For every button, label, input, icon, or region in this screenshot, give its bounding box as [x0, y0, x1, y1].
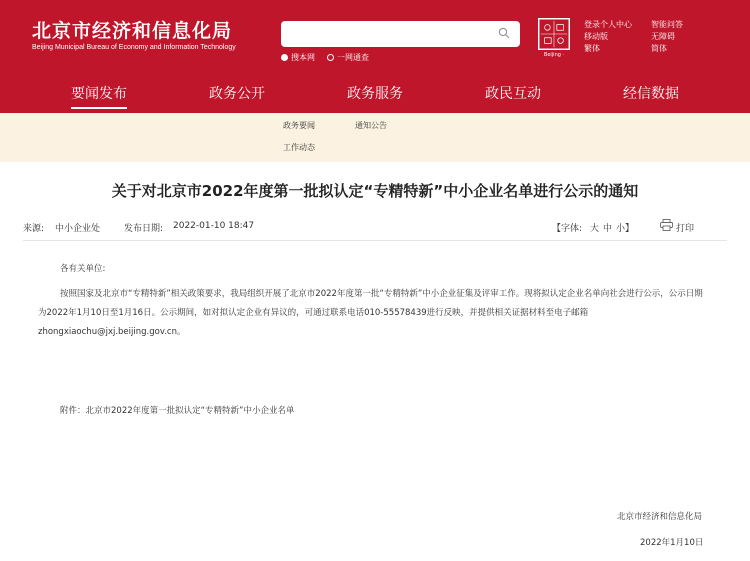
nav-item-gov-open[interactable]: 政务公开 — [209, 86, 265, 102]
date-label: 发布日期: — [124, 224, 164, 234]
subnav-item-notices[interactable]: 通知公告 — [355, 121, 387, 130]
sign-date: 2022年1月10日 — [640, 538, 704, 548]
site-header — [0, 0, 750, 75]
font-large-button[interactable]: 大 — [590, 224, 600, 234]
font-size-label: 【字体: — [552, 224, 583, 234]
emblem-caption: Beijing · — [543, 52, 565, 58]
nav-item-data[interactable]: 经信数据 — [623, 86, 679, 102]
header-tools-right — [651, 19, 683, 55]
attachment-link[interactable]: 附件：北京市2022年度第一批拟认定“专精特新”中小企业名单 — [60, 406, 295, 416]
radio-selected-icon — [281, 54, 288, 61]
main-nav — [0, 75, 750, 113]
site-title-english: Beijing Municipal Bureau of Economy and Information Technology — [32, 44, 236, 51]
search-scope — [281, 52, 369, 63]
site-title[interactable]: 北京市经济和信息化局 — [32, 20, 233, 42]
scope-all-label: 一网通查 — [337, 53, 369, 62]
search-icon[interactable] — [498, 27, 510, 39]
scope-site-radio[interactable] — [281, 52, 315, 63]
source-value: 中小企业处 — [55, 224, 101, 234]
simplified-link[interactable]: 简体 — [651, 44, 667, 53]
accessibility-link[interactable]: 无障碍 — [651, 32, 675, 41]
sub-nav — [0, 113, 750, 162]
login-link[interactable]: 登录个人中心 — [584, 20, 632, 29]
radio-unselected-icon — [327, 54, 334, 61]
font-medium-button[interactable]: 中 — [603, 224, 613, 234]
salutation: 各有关单位: — [60, 264, 106, 274]
traditional-link[interactable]: 繁体 — [584, 44, 600, 53]
subnav-item-work-news[interactable]: 工作动态 — [283, 143, 315, 152]
nav-item-gov-service[interactable]: 政务服务 — [347, 86, 403, 102]
article-title: 关于对北京市2022年度第一批拟认定“专精特新”中小企业名单进行公示的通知 — [111, 182, 639, 200]
article-paragraph: 按照国家及北京市“专精特新”相关政策要求，我局组织开展了北京市2022年度第一批“专精特新”中小企业征集及评审工作。现将拟认定企业名单向社会进行公示，公示日期为2022年1月10日至1月16日。公示期间，如对拟认定企业有异议的，可通过联系电话010-55578439进行反映，并提供相关证据材料至电子邮箱zhongxiaochu@jxj.beijing.gov.cn。 — [38, 289, 703, 337]
nav-item-news[interactable]: 要闻发布 — [71, 75, 127, 113]
font-small-button[interactable]: 小】 — [616, 224, 635, 234]
capital-emblem-icon — [538, 18, 570, 50]
scope-site-label: 搜本网 — [291, 53, 315, 62]
publish-date: 2022-01-10 18:47 — [173, 221, 255, 231]
scope-all-radio[interactable] — [327, 52, 369, 63]
meta-divider — [23, 240, 727, 241]
subnav-item-gov-news[interactable]: 政务要闻 — [283, 121, 315, 130]
mobile-link[interactable]: 移动版 — [584, 32, 608, 41]
print-button[interactable]: 打印 — [676, 224, 695, 234]
search-input[interactable] — [281, 21, 520, 47]
smart-qa-link[interactable]: 智能问答 — [651, 20, 683, 29]
nav-item-interaction[interactable]: 政民互动 — [485, 86, 541, 102]
header-tools-left — [584, 19, 632, 55]
print-icon[interactable] — [660, 219, 673, 231]
signature: 北京市经济和信息化局 — [617, 512, 703, 522]
source-label: 来源: — [23, 224, 45, 234]
